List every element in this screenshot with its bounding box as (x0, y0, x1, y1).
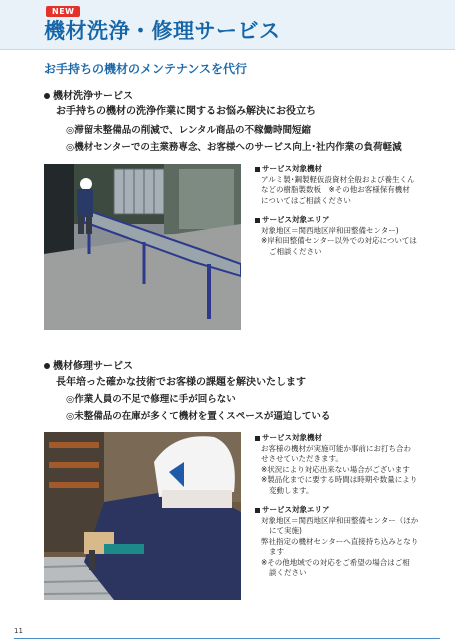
info-line: ※製品化までに要する時間は時期や数量により (261, 475, 418, 484)
section-heading-cleaning (44, 87, 133, 102)
info-heading (255, 164, 435, 175)
benefit-item: ◎機材センターでの主業務専念、お客様へのサービス向上･社内作業の負荷軽減 (66, 142, 402, 153)
info-heading (255, 433, 435, 444)
footer-rule (14, 638, 440, 639)
cleaning-service-info (255, 164, 435, 257)
info-heading-text: サービス対象機材 (262, 164, 322, 173)
info-line: 対象地区＝関西地区岸和田整備センター（ほか (261, 515, 419, 525)
bullet-dot-icon (44, 363, 50, 369)
repair-service-info (255, 433, 435, 579)
info-line: 談ください (269, 568, 307, 577)
info-line: ご相談ください (269, 246, 322, 256)
bullet-dot-icon (44, 93, 50, 99)
square-bullet-icon (255, 436, 260, 441)
info-line: にて実施) (269, 526, 302, 535)
info-line: ※その他地域での対応をご希望の場合はご相 (261, 557, 410, 567)
section-lead: お手持ちの機材の洗浄作業に関するお悩み解決にお役立ち (56, 106, 316, 117)
section-heading-repair (44, 357, 133, 372)
info-line: ※岸和田整備センター以外での対応については (261, 236, 417, 245)
benefit-item: ◎滞留未整備品の削減で、レンタル商品の不稼働時間短縮 (66, 125, 311, 136)
benefit-item: ◎作業人員の不足で修理に手が回らない (66, 394, 236, 405)
info-heading (255, 505, 435, 516)
info-heading-text: サービス対象機材 (262, 433, 322, 442)
new-badge: NEW (46, 6, 80, 17)
square-bullet-icon (255, 508, 260, 513)
info-line: についてはご相談ください (261, 195, 351, 205)
page-number: 11 (14, 627, 23, 635)
benefit-item: ◎未整備品の在庫が多くて機材を置くスペースが逼迫している (66, 411, 331, 422)
section-heading-text: 機材洗浄サービス (53, 91, 133, 102)
repair-worker-photo (44, 432, 241, 600)
info-heading-text: サービス対象エリア (262, 505, 330, 514)
cleaning-conveyor-photo (44, 164, 241, 330)
header-divider (0, 49, 455, 50)
info-line: お客様の機材が実施可能か事前にお打ち合わ (261, 443, 411, 453)
section-lead: 長年培った確かな技術でお客様の課題を解決いたします (56, 377, 306, 388)
square-bullet-icon (255, 167, 260, 172)
info-line: ます (269, 547, 284, 556)
info-line: 対象地区＝関西地区岸和田整備センター) (261, 225, 399, 235)
section-heading-text: 機材修理サービス (53, 361, 133, 372)
page-title: 機材洗浄・修理サービス (44, 19, 281, 43)
info-line: アルミ製･鋼製軽仮設資材全般および養生くん (261, 174, 415, 184)
page-subtitle: お手持ちの機材のメンテナンスを代行 (44, 62, 248, 76)
info-line: せさせていただきます。 (261, 454, 343, 463)
info-line: 弊社指定の機材センターへ直接持ち込みとなり (261, 536, 419, 546)
info-line: ※状況により対応出来ない場合がございます (261, 464, 410, 474)
info-line: などの樹脂製数板 ※その他お客様保有機材 (261, 185, 410, 194)
info-heading (255, 215, 435, 226)
square-bullet-icon (255, 218, 260, 223)
info-line: 変動します。 (269, 485, 314, 495)
info-heading-text: サービス対象エリア (262, 215, 330, 224)
